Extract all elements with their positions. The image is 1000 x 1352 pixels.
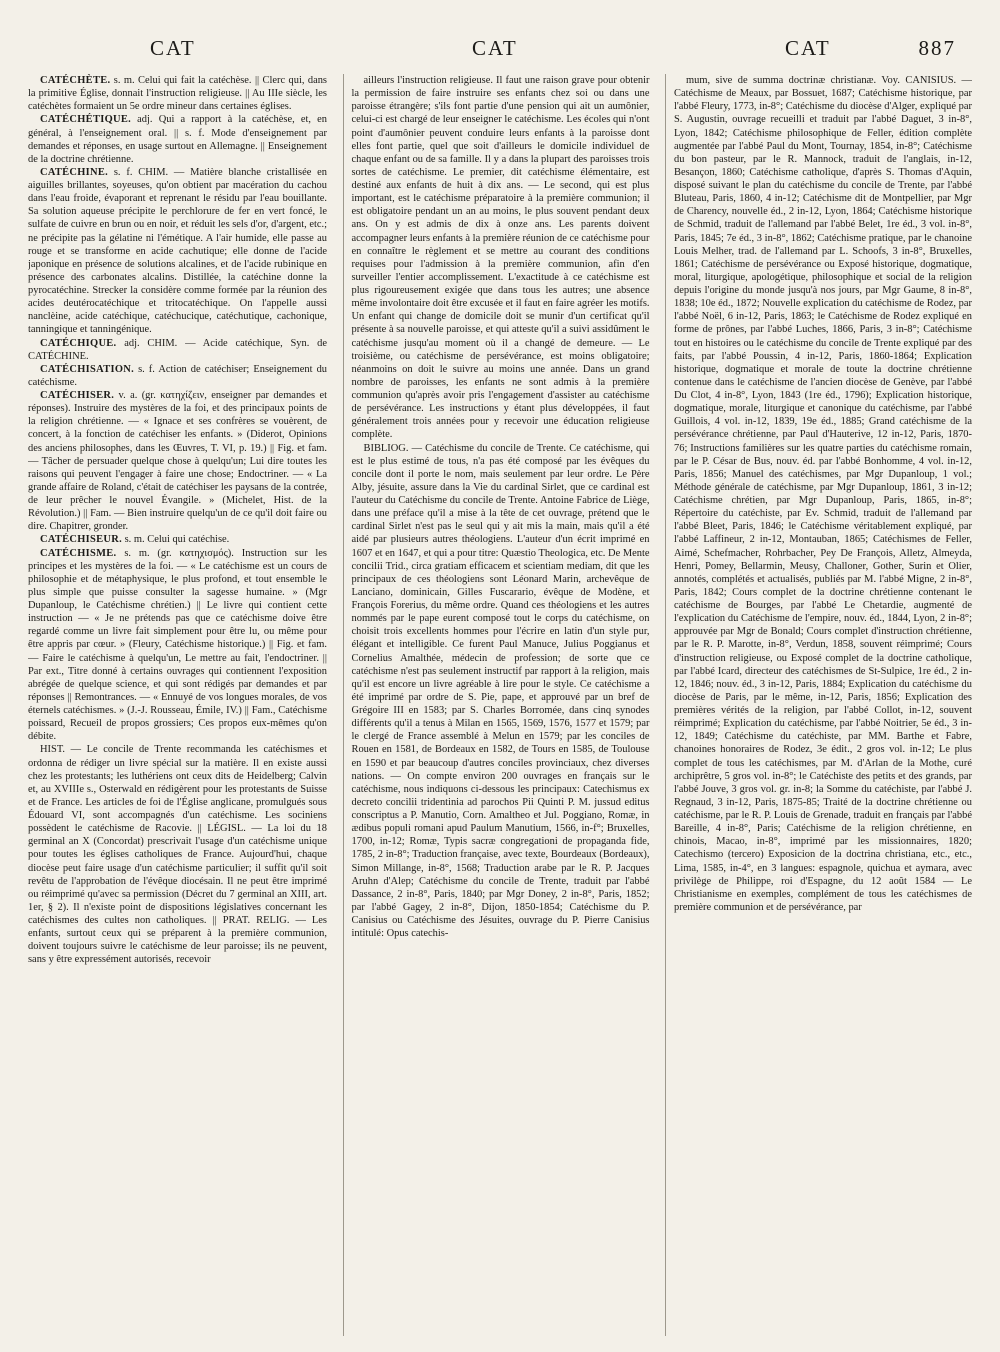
- running-head-center: CAT: [472, 36, 518, 60]
- entry-text: s. f. CHIM. — Matière blanche cristallisée en aiguilles brillantes, soyeuses, qu'on obtient par macération du cachou dans l'eau froide, évaporant et reprenant le résidu par l'eau bouillante. Sa solution aqueuse précipite le perchlorure de fer en vert foncé, le sulfate de cuivre en brun ou en noir, et réduit les sels d'or, d'argent, etc.; ne précipite pas la gélatine ni l'émétique. A l'air humide, elle passe au rouge et se transforme en acide cachutique; elle donne de l'acide japonique en présence de solutions alcalines, et de l'acide rubinique en présence des carbonates alcalins. Distillée, la catéchine donne la pyrocatéchine. Strecker la considère comme formée par la réunion des acides deutérocatéchique et tritocatéchique. On l'appelle aussi nanclèine, acide catéchique, catéchucique, catéchutique, cachonique, tanningique et tanningénique.: [28, 166, 327, 336]
- entry-text: mum, sive de summa doctrinæ christianæ. Voy. CANISIUS. — Catéchisme de Meaux, par Bossuet, 1687; Catéchisme historique, par l'abbé Fleury, 1773, in-8°; Catéchisme du diocèse d'Alger, expliqué par S. Augustin, ouvrage recueilli et traduit par l'abbé Daguet, 3 in-8°, Lyon, 1842; Catéchisme philosophique de Feller, édition complète augmentée par l'abbé Paul du Mont, Tournay, 1854, in-8°; Catéchisme du bon pasteur, par le R. Mannock, traduit de l'anglais, in-12, Besançon, 1860; Catéchisme catholique, d'après S. Thomas d'Aquin, disposé suivant le plan du catéchisme du concile de Trente, par l'abbé Bluteau, Paris, 1860, 4 in-12; Catéchisme dit de Montpellier, par Mgr de Charency, nouvelle éd., 2 in-12, Lyon, 1864; Catéchisme historique de Schmid, traduit de l'allemand par l'abbé Belet, 1re éd., 3 vol. in-8°, Paris, 1845; 7e éd., 3 in-8°, 1862; Catéchisme pratique, par le chanoine Louis Melher, trad. de l'allemand par L. Schoofs, 3 in-8°, Bruxelles, 1861; Catéchisme de persévérance ou Exposé historique, dogmatique, moral, liturgique, apologétique, philosophique et social de la religion depuis l'origine du monde jusqu'à nos jours, par Mgr Gaume, 8 in-8°, 1838; 10e éd., 1872; Nouvelle explication du catéchisme de Rodez, par l'abbé Noël, 6 in-12, Paris, 1863; le Catéchisme de Rodez expliqué en forme de prônes, par l'abbé Luches, 1866, Paris, 3 in-8°; Catéchisme tout en histoires ou le catéchisme du concile de Trente expliqué par des faits, par l'abbé Poussin, 4 in-12, Paris, 1860-1864; Explication historique, dogmatique et morale de toute la doctrine chrétienne contenue dans le catéchisme de l'ancien diocèse de Genève, par l'abbé Du Clot, 4 in-8°, Lyon, 1843 (1re éd., 1796); Explication historique, dogmatique, morale, liturgique et canonique du catéchisme, par l'abbé Guillois, 4 vol. in-12, 1839, 19e éd., 1885; Grand catéchisme de la persévérance chrétienne, par Paul d'Hauterive, 12 in-12, Paris, 1870-76; Instructions familières sur les quatre parties du catéchisme romain, par le P. César de Bus, nouv. éd. par l'abbé Bonhomme, 4 vol. in-12, Paris, 1856; Manuel des catéchismes, par Mgr Dupanloup, 1 vol.; Méthode générale de catéchisme, par Mgr Dupanloup, 1861, 3 in-12; Catéchisme chrétien, par Mgr Dupanloup, Paris, 1865, in-8°; Répertoire du catéchiste, par Ev. Schmid, traduit de l'allemand par l'abbé Bleet, Paris, 1846; le Catéchisme véritablement expliqué, par l'abbé Laffineur, 2 in-12, Montauban, 1865; Catéchismes de Feller, Aimé, Schefmacher, Rohrbacher, Pey De François, Alletz, Almeyda, Henri, Pomey, Bellarmin, Meusy, Challoner, Gother, Surin et Olier, annotés, complétés et actualisés, publiés par M. l'abbé Migne, 2 in-8°, Paris, 1842; Cours complet de la doctrine chrétienne contenant le catéchisme de Bourges, par l'abbé Le Chetardie, augmenté de l'explication du Catéchisme de l'empire, nouv. éd., 1844, Lyon, 2 in-8°; approuvée par Mgr de Bonald; Cours complet d'instruction chrétienne, par le R. P. Marotte, in-8°, Verdun, 1858, souvent réimprimé; Cours d'instruction religieuse, ou Exposé complet de la doctrine catholique, par l'abbé Icard, directeur des catéchismes de St-Sulpice, 1re éd., 2 in-12, 1846; nouv. éd., 3 in-12, Paris, 1884; Explication du catéchisme du diocèse de Paris, par le même, in-12, Paris, 1856; Explication des premières vérités de la religion, par l'abbé Collot, in-12, souvent réimprimé; Explication du catéchisme, par l'abbé Noitrier, 5e éd., 3 in-12, 1849; Catéchisme du catéchiste, par MM. Barthe et Fabre, chanoines honoraires de Rodez, 3e édit., 2 gros vol. in-12; Le plus complet de tous les catéchismes, par M. d'Arlan de la Mothe, curé archiprêtre, 5 gros vol. in-8°; le Catéchiste des petits et des grands, par l'abbé Jouve, 3 gros vol. gr. in-8; la Somme du catéchiste, par l'abbé J. Regnaud, 3 in-12, Paris, 1875-85; Traité de la doctrine chrétienne ou catéchisme, par le R. P. Louis de Grenade, traduit en français par l'abbé Bareille, 4 in-8°, Paris; Catéchisme de la religion chrétienne, en chinois, Macao, in-8°, imprimé par les missionnaires, 1820; Catechismo (tercero) Exposicion de la doctrina christiana, etc., etc., Lima, 1585, in-4°, en 3 langues: espagnole, quichua et aymara, avec privilège de Philippe, roi d'Espagne, du 12 août 1584 — Le Christianisme en exemples, complément de tous les catéchismes de première communion et de persévérance, par: [674, 75, 972, 913]
- dictionary-entry: [28, 74, 327, 113]
- entry-headword: CATÉCHISER.: [40, 390, 115, 401]
- entry-headword: CATÉCHÉTIQUE.: [40, 114, 131, 126]
- running-head-left: CAT: [150, 36, 196, 60]
- dictionary-entry: [28, 743, 327, 966]
- dictionary-entry: [28, 337, 327, 363]
- text-columns: [28, 74, 972, 1336]
- entry-headword: CATÉCHIQUE.: [40, 337, 117, 349]
- entry-text: adj. CHIM. — Acide catéchique, Syn. de CATÉCHINE.: [28, 337, 327, 362]
- running-head-right: CAT: [785, 36, 831, 60]
- running-head: [40, 36, 960, 66]
- page-number: 887: [918, 36, 956, 60]
- dictionary-entry: [352, 74, 650, 442]
- entry-text: v. a. (gr. κατηχίζειν, enseigner par demandes et réponses). Instruire des mystères de la foi, et des principaux points de la religion chrétienne. — « Ignace et ses confrères se vouèrent, de concert, à la fonction de catéchiser les enfants. » (Diderot, Opinions des anciens philosophes, dans les Œuvres, T. VI, p. 19.) || Fig. et fam. — Tâcher de persuader quelque chose à quelqu'un; Lui dire toutes les raisons qui peuvent l'engager à faire une chose; Endoctriner. — « La grande affaire de Roland, c'était de catéchiser les paysans de la contrée, de leur prêcher le nouvel Évangile. » (Michelet, Hist. de la Révolution.) || Fam. — Bien instruire quelqu'un de ce qu'il doit faire ou dire. Chapitrer, gronder.: [28, 390, 327, 533]
- entry-text: ailleurs l'instruction religieuse. Il faut une raison grave pour obtenir la permission de faire instruire ses enfants chez soi ou dans une paroisse étrangère; s'ils font partie d'une pension qui ait un aumônier, celui-ci est chargé de leur enseigner le catéchisme. Les écoles qui n'ont point d'aumônier peuvent conduire leurs enfants à la paroisse dont elles font partie, quel que soit d'ailleurs le domicile individuel de chaque enfant ou de sa famille. Il y a dans la plupart des paroisses trois sortes de catéchisme. Le premier, dit catéchisme élémentaire, est destiné aux enfants de huit à dix ans. — Le second, qui est plus important, est le catéchisme préparatoire à la première communion; il est obligatoire pendant un an au moins, le plus souvent pendant deux ans. On y est admis de dix à onze ans. Les parents doivent accompagner leurs enfants à la première réunion de ce catéchisme pour en connaître le règlement et se mettre au courant des conditions requises pour l'admission à la première communion, afin d'en surveiller l'entier accomplissement. L'exactitude à ce catéchisme est plus rigoureusement exigée que dans tous les autres; une absence même involontaire doit être excusée et il faut en faire agréer les motifs. Un enfant qui change de domicile doit se munir d'un certificat qu'il présente à sa nouvelle paroisse, et qui atteste qu'il a suivi assidûment le catéchisme jusqu'au moment où il a changé de demeure. — Le troisième, ou catéchisme de persévérance, est moins obligatoire; néanmoins on doit le suivre au moins une année. Dans un grand nombre de paroisses, les enfants ne sont admis à la première communion qu'après avoir pris l'engagement d'assister au catéchisme de persévérance. Les instructions y étant plus développées, il faut généralement trois années pour y recevoir une éducation religieuse complète.: [351, 75, 650, 441]
- entry-text: s. f. Action de catéchiser; Enseignement du catéchisme.: [28, 363, 327, 388]
- entry-text: HIST. — Le concile de Trente recommanda les catéchismes et ordonna de rédiger un livre spécial sur la matière. Il en existe aussi chez les protestants; les luthériens ont ceux dits de Heidelberg; Calvin et, au XVIIIe s., Osterwald en rédigèrent pour les protestants de Suisse et de France. Les articles de foi de l'Église anglicane, promulgués sous Édouard VI, sont accompagnés d'un catéchisme. Les sociniens possèdent le catéchisme de Racovie. || LÉGISL. — La loi du 18 germinal an X (Concordat) prescrivait l'usage d'un catéchisme unique pour toutes les églises catholiques de France. Aujourd'hui, chaque diocèse peut faire usage d'un catéchisme particulier; il suffit qu'il soit revêtu de l'approbation de l'évêque diocésain. Il ne peut être imprimé ou réimprimé qu'avec sa permission (Décret du 7 germinal an XIII, art. 1er, § 2). Il n'existe point de dispositions législatives concernant les catéchismes des cultes non catholiques. || PRAT. RELIG. — Les enfants, surtout ceux qui se préparent à la première communion, doivent toujours suivre le catéchisme de leur paroisse; ils ne peuvent, sans y être expressément autorisés, recevoir: [28, 744, 327, 966]
- entry-headword: CATÉCHÈTE.: [40, 75, 111, 86]
- column-left: [28, 74, 327, 1336]
- dictionary-entry: [28, 166, 327, 337]
- entry-headword: CATÉCHINE.: [40, 166, 109, 178]
- dictionary-entry: [352, 442, 650, 941]
- dictionary-entry: [28, 363, 327, 389]
- dictionary-entry: [28, 547, 327, 744]
- entry-text: s. m. Celui qui fait la catéchèse. || Clerc qui, dans la primitive Église, donnait l'instruction religieuse. || Au IIIe siècle, les catéchètes formaient un 5e ordre mineur dans certaines églises.: [28, 75, 327, 113]
- dictionary-entry: [28, 533, 327, 546]
- entry-text: adj. Qui a rapport à la catéchèse, et, en général, à l'enseignement oral. || s. f. Mode d'enseignement par demandes et réponses, en usage surtout en Allemagne. || Enseignement de la doctrine chrétienne.: [28, 114, 327, 165]
- dictionary-entry: [674, 74, 972, 914]
- column-middle: [343, 74, 650, 1336]
- dictionary-entry: [28, 113, 327, 166]
- entry-headword: CATÉCHISEUR.: [40, 534, 122, 546]
- entry-headword: CATÉCHISATION.: [40, 363, 134, 375]
- entry-text: s. m. (gr. κατηχισμός). Instruction sur les principes et les mystères de la foi. — « Le catéchisme est un cours de philosophie et de métaphysique, le plus profond, et tout ensemble le plus simple que puisse consulter la sagesse humaine. » (Mgr Dupanloup, le Catéchisme chrétien.) || Le livre qui contient cette instruction — « Je ne prétends pas que ce catéchisme doive être regardé comme un livre fait simplement pour être lu, ou même pour être appris par cœur. » (Fleury, Catéchisme historique.) || Fig. et fam. — Faire le catéchisme à quelqu'un, Le mettre au fait, l'endoctriner. || Par ext., Titre donné à certains ouvrages qui contiennent l'exposition abrégée de quelque science, et qui sont rédigés par demandes et par réponses || Remontrances. — « Ennuyé de vos longues morales, de vos éternels catéchismes. » (J.-J. Rousseau, Émile, IV.) || Fam., Catéchisme poissard, Recueil de propos grossiers; Ces propos eux-mêmes qu'on débite.: [28, 547, 327, 743]
- column-right: [665, 74, 972, 1336]
- entry-text: BIBLIOG. — Catéchisme du concile de Trente. Ce catéchisme, qui est le plus estimé de tous, n'a pas été composé par les évêques du concile dont il porte le nom, mais seulement par leur ordre. Le Père Alby, jésuite, assure dans la Vie du cardinal Sirlet, que ce cardinal est l'auteur du Catéchisme du concile de Trente. Antoine Fabrice de Liège, dans une préface qu'il a mise à la tête de cet ouvrage, prétend que le cardinal Sirlet n'est pas le seul qui y ait mis la main, mais qu'il a été aidé par plusieurs autres théologiens. L'auteur d'un écrit imprimé en 1607 et en 1647, et qui a pour titre: Quæstio Theologica, etc. De Mente concilii Trid., circa gratiam efficacem et scientiam mediam, dit que les principaux de ces théologiens sont Léonard Marin, archevêque de Lanciano, dominicain, Gilles Fuscarario, évêque de Modène, et François Forerius, du même ordre. Quand ces théologiens et les autres nommés par le pape eurent composé tout le corps du catéchisme, on choisit trois excellents hommes pour l'écrire en latin d'un style pur, élégant et intelligible. Ce furent Paul Manuce, Julius Poggianus et Cornelius Amalthée, médecin de profession; de sorte que ce catéchisme n'est pas seulement instructif par rapport à la religion, mais qu'il est encore un livre agréable à lire pour le style. Ce catéchisme a été imprimé par ordre de S. Pie, pape, et approuvé par un bref de Grégoire III en 1583; par S. Charles Borromée, dans cinq synodes différents qu'il a tenus à Milan en 1565, 1569, 1576, 1577 et 1579; par le clergé de France assemblé à Melun en 1579; par les conciles de Rouen en 1581, de Bordeaux en 1582, de Tours en 1585, de Toulouse en 1590 et par beaucoup d'autres conciles provinciaux, chez diverses nations. — On compte environ 200 ouvrages en français sur le catéchisme, nous indiquons ci-dessous les principaux: Catechismus ex decreto concilii tridentinia ad parochos Pii Quinti P. M. jussud editus conscriptus a P. Manutio, Corn. Amaltheo et Jul. Poggiano, Romæ, in ædibus populi romani apud Paulum Manutium, 1566, in-f°; Bruxelles, 1700, in-12; Romæ, Typis sacræ congregationi de propaganda fide, 1785, 2 in-8°; Traduction française, avec texte, Bourdeaux (Bordeaux), Simon Millange, in-8°, 1568; Traduction arabe par le R. P. Jacques Aruhn d'Alep; Catéchisme du concile de Trente, traduit par l'abbé Dassance, 2 in-8°, Paris, 1840; par Mgr Doney, 2 in-8°, Paris, 1852; par l'abbé Gagey, 2 in-8°, Dijon, 1850-1854; Catéchisme du P. Canisius ou Catéchisme des Jésuites, ouvrage du P. Pierre Canisius intitulé: Opus catechis-: [351, 442, 650, 940]
- entry-headword: CATÉCHISME.: [40, 547, 117, 559]
- entry-text: s. m. Celui qui catéchise.: [124, 534, 230, 546]
- dictionary-entry: [28, 389, 327, 533]
